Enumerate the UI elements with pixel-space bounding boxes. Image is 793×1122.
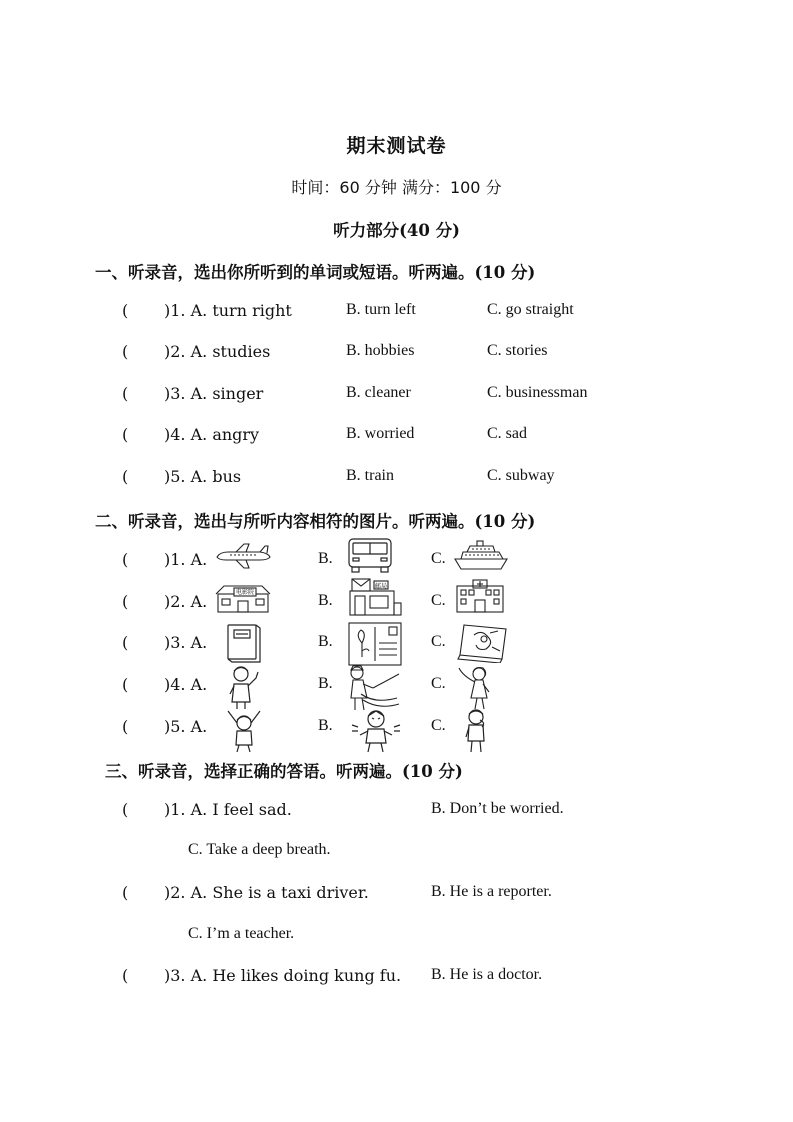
question-row <box>0 717 600 741</box>
answer-paren[interactable]: ( <box>122 550 129 569</box>
question-row <box>0 966 600 990</box>
airplane-icon <box>214 543 272 569</box>
option-a: )2. A. studies <box>164 342 271 361</box>
question-row <box>0 883 600 907</box>
post-office-icon <box>348 577 404 617</box>
question-row <box>0 550 600 574</box>
option-c: C. <box>431 675 446 692</box>
option-c: C. Take a deep breath. <box>188 841 331 858</box>
option-b: B. turn left <box>346 301 416 318</box>
option-a: )5. A. bus <box>164 467 242 486</box>
option-a: )4. A. <box>164 675 208 694</box>
option-c: C. sad <box>487 425 527 442</box>
question-row <box>0 342 600 366</box>
option-b: B. He is a reporter. <box>431 883 552 900</box>
option-a: )2. A. She is a taxi driver. <box>164 883 369 902</box>
option-a: )3. A. He likes doing kung fu. <box>164 966 402 985</box>
option-b: B. He is a doctor. <box>431 966 543 983</box>
answer-paren[interactable]: ( <box>122 384 129 403</box>
question-row <box>0 800 600 824</box>
boy-angry-icon <box>348 707 404 753</box>
section-2-heading: 二、听录音，选出与所听内容相符的图片。听两遍。(10 分) <box>95 512 536 531</box>
option-b: B. <box>318 717 333 734</box>
option-a: )5. A. <box>164 717 208 736</box>
option-c: C. go straight <box>487 301 574 318</box>
answer-paren[interactable]: ( <box>122 717 129 736</box>
option-c: C. <box>431 592 446 609</box>
question-row <box>0 467 600 491</box>
option-b: B. hobbies <box>346 342 415 359</box>
hospital-icon <box>455 578 505 614</box>
option-b: B. <box>318 633 333 650</box>
option-a: )3. A. singer <box>164 384 264 403</box>
question-row-continued <box>0 841 600 865</box>
option-c: C. I’m a teacher. <box>188 925 295 942</box>
answer-paren[interactable]: ( <box>122 800 129 819</box>
option-c: C. <box>431 550 446 567</box>
option-a: )3. A. <box>164 633 208 652</box>
question-row <box>0 592 600 616</box>
option-c: C. <box>431 633 446 650</box>
bus-icon <box>346 536 394 574</box>
boy-thinking-icon <box>460 707 492 753</box>
question-row <box>0 384 600 408</box>
answer-paren[interactable]: ( <box>122 467 129 486</box>
part-heading: 听力部分(40 分) <box>333 221 460 240</box>
postcard-icon <box>347 621 403 667</box>
answer-paren[interactable]: ( <box>122 883 129 902</box>
question-row <box>0 633 600 657</box>
option-b: B. Don’t be worried. <box>431 800 564 817</box>
dictionary-icon <box>224 622 264 664</box>
section-1-heading: 一、听录音，选出你所听到的单词或短语。听两遍。(10 分) <box>95 263 536 282</box>
option-a: )1. A. I feel sad. <box>164 800 292 819</box>
option-a: )4. A. angry <box>164 425 260 444</box>
question-row <box>0 301 600 325</box>
answer-paren[interactable]: ( <box>122 301 129 320</box>
ship-icon <box>453 539 509 571</box>
comic-book-icon <box>456 621 510 663</box>
question-row <box>0 425 600 449</box>
answer-paren[interactable]: ( <box>122 342 129 361</box>
man-fishing-icon <box>345 664 401 712</box>
option-a: )2. A. <box>164 592 208 611</box>
boy-cheering-icon <box>224 707 264 753</box>
cinema-icon <box>214 580 272 614</box>
option-b: B. <box>318 592 333 609</box>
boy-waving-icon <box>226 664 262 710</box>
question-row-continued <box>0 925 600 949</box>
answer-paren[interactable]: ( <box>122 633 129 652</box>
option-c: C. <box>431 717 446 734</box>
answer-paren[interactable]: ( <box>122 966 129 985</box>
answer-paren[interactable]: ( <box>122 675 129 694</box>
option-b: B. cleaner <box>346 384 411 401</box>
option-b: B. <box>318 675 333 692</box>
girl-dancing-icon <box>455 664 493 710</box>
question-row <box>0 675 600 699</box>
exam-info: 时间：60 分钟 满分：100 分 <box>291 178 502 197</box>
post-office-sign: 邮局 <box>375 583 388 590</box>
option-b: B. worried <box>346 425 415 442</box>
option-c: C. subway <box>487 467 555 484</box>
option-b: B. <box>318 550 333 567</box>
cinema-sign: 电影院 <box>236 589 255 596</box>
answer-paren[interactable]: ( <box>122 592 129 611</box>
option-c: C. stories <box>487 342 548 359</box>
page-title: 期末测试卷 <box>346 135 447 157</box>
section-3-heading: 三、听录音，选择正确的答语。听两遍。(10 分) <box>105 762 463 781</box>
option-a: )1. A. turn right <box>164 301 292 320</box>
option-b: B. train <box>346 467 394 484</box>
option-a: )1. A. <box>164 550 208 569</box>
option-c: C. businessman <box>487 384 588 401</box>
answer-paren[interactable]: ( <box>122 425 129 444</box>
